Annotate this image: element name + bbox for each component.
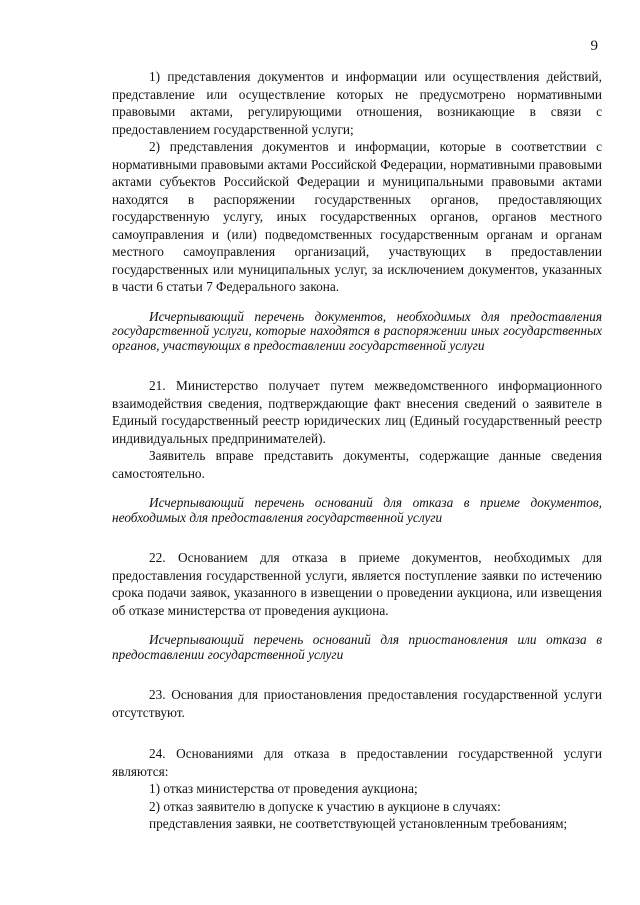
paragraph-21-applicant-right: Заявитель вправе представить документы, содержащие данные сведения самостоятельно. — [112, 448, 602, 481]
paragraph-24: 24. Основаниями для отказа в предоставлении государственной услуги являются: — [112, 746, 602, 779]
section-heading-documents-in-other-agencies: Исчерпывающий перечень документов, необходимых для предоставления государственной услуги, которые находятся в распоряжении иных государственных органов, участвующих в предоставлении государственной услуги — [112, 308, 602, 353]
page-number: 9 — [590, 38, 598, 54]
section-heading-suspension-grounds: Исчерпывающий перечень оснований для приостановления или отказа в предоставлении государственной услуги — [112, 632, 602, 662]
paragraph-23: 23. Основания для приостановления предоставления государственной услуги отсутствуют. — [112, 687, 602, 720]
paragraph-24-item-2: 2) отказ заявителю в допуске к участию в аукционе в случаях: — [149, 798, 501, 814]
paragraph-21: 21. Министерство получает путем межведомственного информационного взаимодействия сведения, подтверждающие факт внесения сведений о заявителе в Единый государственный реестр юридических лиц (Единый государственный реестр индивидуальных предпринимателей). — [112, 378, 602, 446]
paragraph-22: 22. Основанием для отказа в приеме документов, необходимых для предоставления государственной услуги, является поступление заявки по истечению срока подачи заявок, указанного в извещении о проведении аукциона, или извещения об отказе министерства от проведения аукциона. — [112, 550, 602, 618]
paragraph-24-item-2-case: представления заявки, не соответствующей установленным требованиям; — [149, 816, 568, 831]
paragraph-24-item-1: 1) отказ министерства от проведения аукциона; — [149, 781, 418, 796]
section-heading-refusal-grounds-acceptance: Исчерпывающий перечень оснований для отказа в приеме документов, необходимых для предоставления государственной услуги — [112, 495, 602, 525]
paragraph-item-1: 1) представления документов и информации или осуществления действий, представление или осуществление которых не предусмотрено нормативными правовыми актами, регулирующими отношения, возникающие в связи с предоставлением государственной услуги; — [112, 69, 602, 137]
document-body — [112, 68, 602, 833]
paragraph-item-2: 2) представления документов и информации, которые в соответствии с нормативными правовыми актами Российской Федерации, нормативными правовыми актами субъектов Российской Федерации и муниципальными правовыми актами находятся в распоряжении государственных органов, предоставляющих государственную услугу, иных государственных органов, органов местного самоуправления и (или) подведомственных государственным органам и органам местного самоуправления организаций, участвующих в предоставлении государственных или муниципальных услуг, за исключением документов, указанных в части 6 статьи 7 Федерального закона. — [112, 139, 602, 294]
